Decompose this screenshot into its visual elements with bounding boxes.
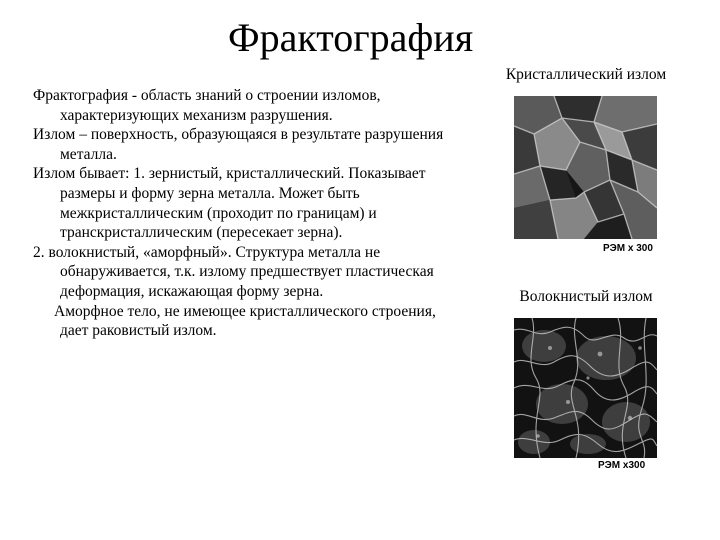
fibrous-micrograph (514, 318, 657, 458)
magnification-label-crystalline: РЭМ х 300 (603, 243, 653, 254)
caption-fibrous: Волокнистый излом (519, 288, 653, 305)
paragraph-fracture: Излом – поверхность, образующаяся в результате разрушения металла. (33, 126, 444, 163)
paragraph-fibrous: 2. волокнистый, «аморфный». Структура металла не обнаруживается, т.к. излому предшествует пластическая деформация, искажающая форму зерна. (33, 243, 434, 300)
crystalline-fracture-image (514, 96, 657, 239)
fibrous-fracture-image (514, 318, 657, 458)
paragraph-definition: Фрактография - область знаний о строении изломов, характеризующих механизм разрушения. (33, 87, 381, 124)
caption-crystalline: Кристаллический излом (505, 66, 667, 83)
magnification-label-fibrous: РЭМ х300 (598, 460, 646, 471)
body-text (33, 86, 463, 341)
paragraph-amorphous: Аморфное тело, не имеющее кристаллического строения, дает раковистый излом. (54, 302, 436, 340)
paragraph-crystalline: Излом бывает: 1. зернистый, кристаллический. Показывает размеры и форму зерна металла. Может быть межкристаллическим (проходит по границам) и транскристаллическим (пересекает зерна). (33, 165, 426, 242)
crystalline-micrograph (514, 96, 657, 239)
slide-title: Фрактография (228, 15, 474, 60)
